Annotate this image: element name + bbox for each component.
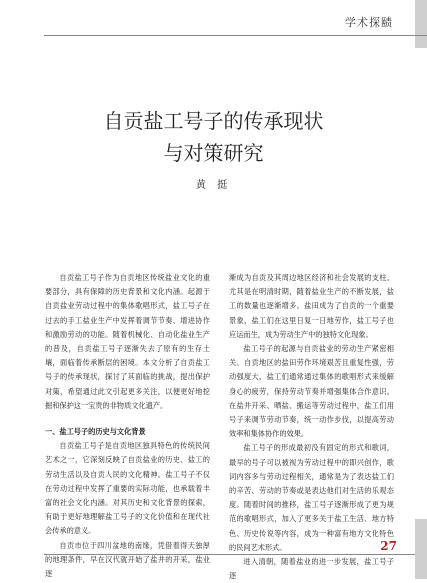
article-title bbox=[0, 105, 427, 169]
footer-rule bbox=[44, 554, 427, 555]
article-title-line2: 与对策研究 bbox=[163, 141, 264, 165]
page-number: 27 bbox=[380, 539, 397, 553]
paragraph: 渐成为自贡及其周边地区经济和社会发展的支柱。尤其是在明清时期，随着盐业生产的不断发展，盐工的数量也逐渐增多。盐田成为了自贡的一个重要景象，盐工们在这里日复一日地劳作，盐工号子也应运而生，成为劳动生产中的独特文化现象。 bbox=[229, 273, 394, 339]
paragraph: 自贡市位于四川盆地的南缘，凭借着得天独厚的地理条件，早在汉代就开始了盐井的开采，盐业逐 bbox=[45, 540, 210, 579]
paragraph: 自贡盐工号子作为自贡地区传统盐业文化的重要部分，具有保障的历史背景和文化内涵。起源于自贡盐业劳动过程中的集体歌唱形式，盐工号子在过去的手工盐业生产中发挥着调节节奏、增进协作和激励劳动的功能。随着机械化、自动化盐业生产的普及，自贡盐工号子逐渐失去了原有的生存土壤，面临着传承断层的困境。本文分析了自贡盐工号子的传承现状，探讨了其面临的挑战，提出保护对策，希望通过此文引起更多关注，以便更好地挖掘和保护这一宝贵的非物质文化遗产。 bbox=[45, 273, 210, 410]
footer-side-bar bbox=[415, 519, 427, 579]
section-heading: 一、盐工号子的历史与文化背景 bbox=[45, 427, 146, 437]
header-side-bar bbox=[415, 0, 427, 48]
header-rule bbox=[44, 35, 427, 36]
body-column-right bbox=[229, 271, 394, 583]
paragraph: 盐工号子的起源与自贡盐业的劳动生产紧密相关。自贡地区的盐田劳作环境艰苦且重复性强，劳动强度大，盐工们通常通过集体的歌唱形式来缓解身心的疲劳，保持劳动节奏并增强集体合作意识。在盐井开采、晒盐、搬运等劳动过程中，盐工们用号子来调节劳动节奏，统一动作步伐，以提高劳动效率和集体协作的效果。 bbox=[229, 344, 394, 439]
body-column-left bbox=[45, 271, 210, 581]
paragraph: 盐工号子的形成最初没有固定的形式和歌词，最早的号子可以被视为劳动过程中的即兴创作，歌词内容多与劳动过程相关，通常是为了表达盐工们的辛苦、劳动的节奏或是表达他们对生活的乐观态度。随着时间的推移，盐工号子逐渐形成了更为规范的歌唱形式，加入了更多关于盐工生活、地方特色、历史传说等内容，成为一种富有地方文化特色的民间艺术形式。 bbox=[229, 443, 394, 552]
paragraph: 自贡盐工号子是自贡地区独具特色的传统民间艺术之一，它深刻反映了自贡盐业的历史、盐工的劳动生活以及自贡人民的文化精神。盐工号子不仅在劳动过程中发挥了重要的实际功能，也承载着丰富的社会文化内涵。对其历史和文化背景的探索，有助于更好地理解盐工号子的文化价值和在现代社会传承的意义。 bbox=[45, 441, 210, 536]
article-title-line1: 自贡盐工号子的传承现状 bbox=[103, 109, 324, 133]
section-tag: 学术探赜 bbox=[345, 16, 393, 29]
author-name: 黄 挺 bbox=[195, 180, 232, 191]
paragraph: 进入清朝，随着盐业的进一步发展，盐工号子逐 bbox=[229, 557, 394, 581]
